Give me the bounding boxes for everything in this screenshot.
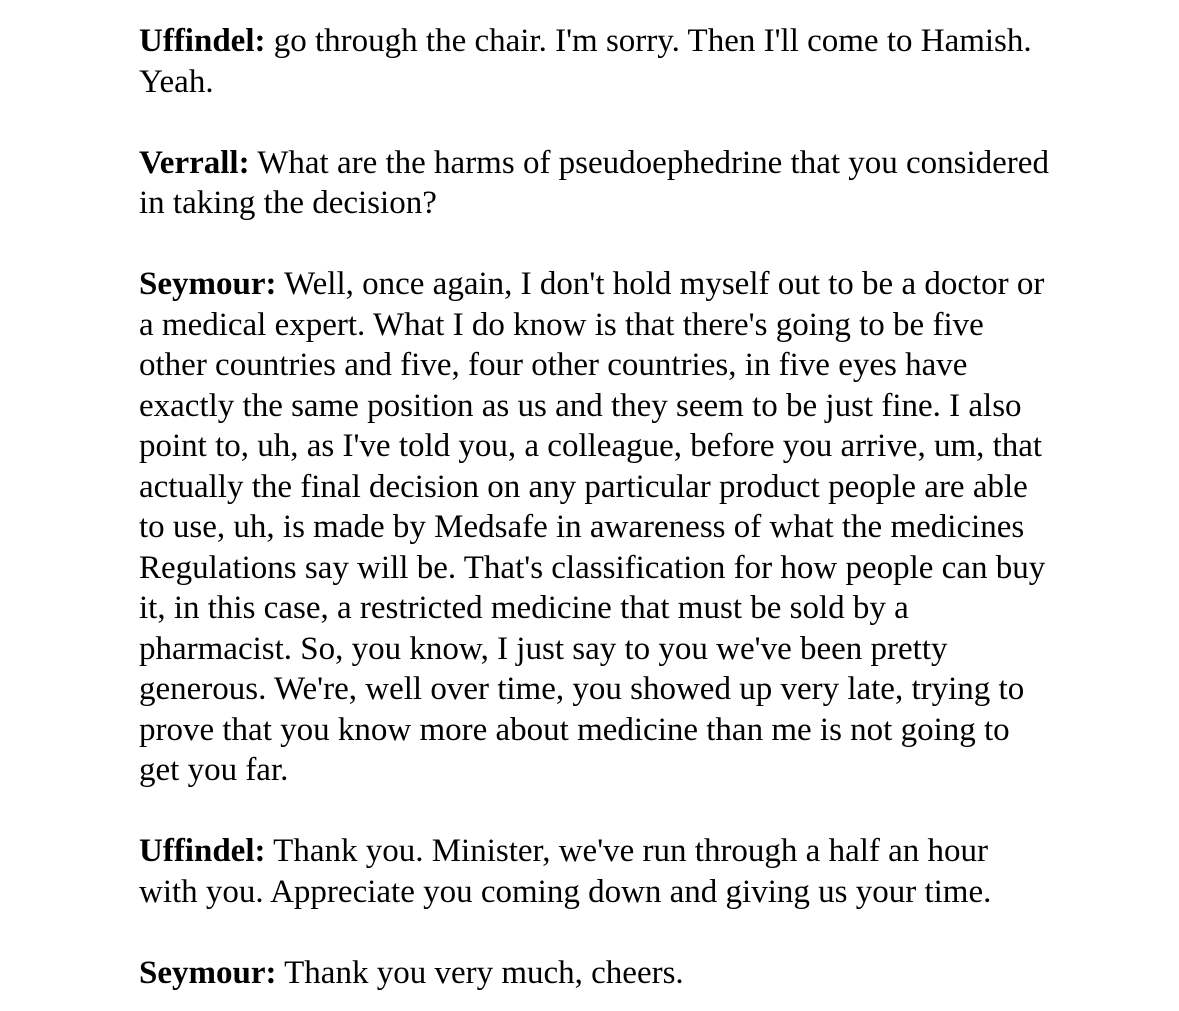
transcript-turn <box>139 21 1049 102</box>
speaker-name: Verrall: <box>139 144 250 181</box>
transcript-turn <box>139 264 1049 791</box>
transcript-turn <box>139 953 1049 994</box>
speech-text: Thank you. Minister, we've run through a half an hour with you. Appreciate you coming down and giving us your time. <box>139 833 992 910</box>
speaker-name: Seymour: <box>139 266 277 302</box>
transcript-turn <box>139 143 1049 224</box>
speaker-name: Seymour: <box>139 954 277 991</box>
speaker-name: Uffindel: <box>139 833 266 869</box>
speaker-name: Uffindel: <box>139 23 266 59</box>
transcript <box>139 21 1049 993</box>
speech-text: What are the harms of pseudoephedrine that you considered in taking the decision? <box>139 144 1049 221</box>
speech-text: go through the chair. I'm sorry. Then I'll come to Hamish. Yeah. <box>139 23 1032 100</box>
speech-text: Thank you very much, cheers. <box>284 954 684 991</box>
speech-text: Well, once again, I don't hold myself out to be a doctor or a medical expert. What I do know is that there's going to be five other countries and five, four other countries, in five eyes have exactly the same position as us and they seem to be just fine. I also point to, uh, as I've told you, a colleague, before you arrive, um, that actually the final decision on any particular product people are able to use, uh, is made by Medsafe in awareness of what the medicines Regulations say will be. That's classification for how people can buy it, in this case, a restricted medicine that must be sold by a pharmacist. So, you know, I just say to you we've been pretty generous. We're, well over time, you showed up very late, trying to prove that you know more about medicine than me is not going to get you far. <box>139 266 1046 788</box>
transcript-turn <box>139 831 1049 912</box>
